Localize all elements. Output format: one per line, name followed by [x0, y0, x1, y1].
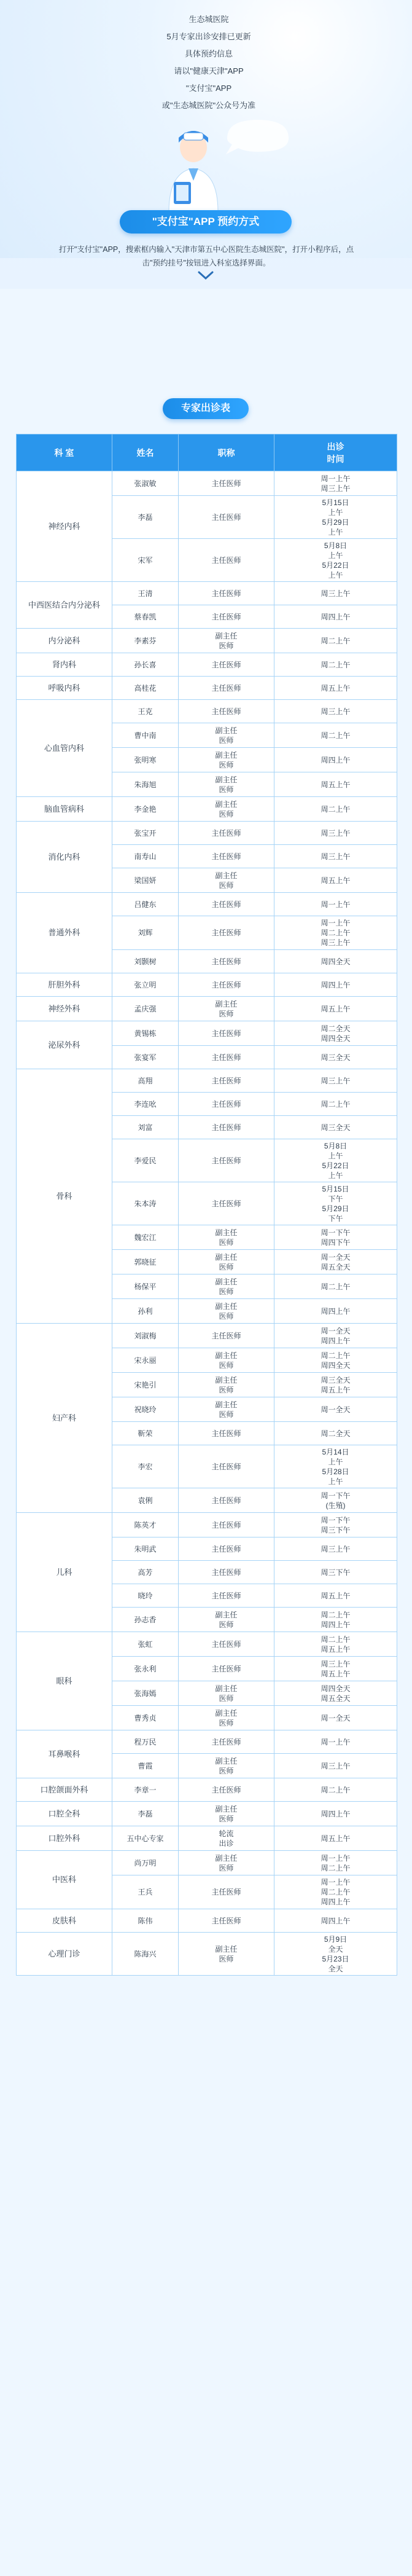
clinic-time-cell: 周四上午	[274, 1909, 397, 1933]
doctor-name-cell: 五中心专家	[112, 1826, 179, 1851]
dept-cell: 口腔外科	[17, 1826, 112, 1851]
clinic-time-cell: 周三上午	[274, 582, 397, 605]
clinic-time-cell: 周二上午	[274, 653, 397, 677]
doctor-title-cell: 主任医师	[179, 822, 274, 845]
doctor-name-cell: 李磊	[112, 1802, 179, 1826]
doctor-name-cell: 孙志香	[112, 1608, 179, 1632]
clinic-time-cell: 周一下午 周三下午	[274, 1513, 397, 1537]
dept-cell: 口腔全科	[17, 1802, 112, 1826]
doctor-title-cell: 主任医师	[179, 916, 274, 950]
doctor-name-cell: 袁俐	[112, 1488, 179, 1513]
doctor-title-cell: 主任医师	[179, 1069, 274, 1093]
doctor-title-cell: 主任医师	[179, 1537, 274, 1561]
clinic-time-cell: 周一上午	[274, 893, 397, 916]
doctor-title-cell: 主任医师	[179, 1513, 274, 1537]
clinic-time-cell: 周五上午	[274, 997, 397, 1021]
dept-cell: 中西医结合内分泌科	[17, 582, 112, 629]
doctor-title-cell: 主任医师	[179, 1139, 274, 1182]
doctor-name-cell: 高翔	[112, 1069, 179, 1093]
doctor-title-cell: 主任医师	[179, 1875, 274, 1909]
doctor-name-cell: 张永利	[112, 1657, 179, 1681]
clinic-time-cell: 5月14日 上午 5月28日 上午	[274, 1445, 397, 1488]
doctor-title-cell: 主任医师	[179, 1116, 274, 1139]
doctor-title-cell: 主任医师	[179, 1021, 274, 1046]
doctor-title-cell: 主任医师	[179, 539, 274, 582]
announcement	[117, 11, 301, 114]
doctor-name-cell: 刘颢树	[112, 950, 179, 973]
doctor-name-cell: 黄锡栋	[112, 1021, 179, 1046]
doctor-title-cell: 主任医师	[179, 950, 274, 973]
doctor-title-cell: 主任医师	[179, 700, 274, 723]
dept-cell: 儿科	[17, 1513, 112, 1632]
doctor-name-cell: 曹霞	[112, 1754, 179, 1778]
schedule-table	[16, 434, 397, 1976]
clinic-time-cell: 周一全天	[274, 1397, 397, 1422]
clinic-time-cell: 周一上午 周二上午 周三上午	[274, 916, 397, 950]
doctor-name-cell: 张立明	[112, 973, 179, 997]
doctor-name-cell: 陈伟	[112, 1909, 179, 1933]
table-row	[17, 1632, 397, 1657]
clinic-time-cell: 5月8日 上午 5月22日 上午	[274, 539, 397, 582]
doctor-title-cell: 主任医师	[179, 845, 274, 868]
doctor-name-cell: 刘富	[112, 1116, 179, 1139]
doctor-name-cell: 李爱民	[112, 1139, 179, 1182]
doctor-name-cell: 朱海旭	[112, 772, 179, 797]
clinic-time-cell: 周三上午 周五上午	[274, 1657, 397, 1681]
doctor-name-cell: 孟庆强	[112, 997, 179, 1021]
table-row	[17, 582, 397, 605]
clinic-time-cell: 5月15日 下午 5月29日 下午	[274, 1182, 397, 1225]
announcement-line: 请以"健康天津"APP	[174, 66, 244, 76]
clinic-time-cell: 周三上午	[274, 1537, 397, 1561]
clinic-time-cell: 周三全天	[274, 1116, 397, 1139]
table-row	[17, 1851, 397, 1875]
clinic-time-cell: 周二上午	[274, 723, 397, 748]
clinic-time-cell: 周一上午 周二上午	[274, 1851, 397, 1875]
doctor-title-cell: 主任医师	[179, 1632, 274, 1657]
doctor-name-cell: 尚万明	[112, 1851, 179, 1875]
doctor-title-cell: 副主任 医师	[179, 868, 274, 893]
clinic-time-cell: 周二全天	[274, 1422, 397, 1445]
doctor-title-cell: 副主任 医师	[179, 1608, 274, 1632]
clinic-time-cell: 周三上午	[274, 1754, 397, 1778]
doctor-name-cell: 孙长喜	[112, 653, 179, 677]
clinic-time-cell: 周四上午	[274, 973, 397, 997]
doctor-name-cell: 魏宏江	[112, 1225, 179, 1250]
clinic-time-cell: 周三上午	[274, 700, 397, 723]
table-row	[17, 677, 397, 700]
clinic-time-cell: 5月9日 全天 5月23日 全天	[274, 1933, 397, 1976]
doctor-title-cell: 副主任 医师	[179, 1933, 274, 1976]
doctor-name-cell: 张海嫣	[112, 1681, 179, 1706]
doctor-title-cell: 轮流 出诊	[179, 1826, 274, 1851]
table-row	[17, 1021, 397, 1046]
clinic-time-cell: 周二上午	[274, 1778, 397, 1802]
doctor-name-cell: 张宝开	[112, 822, 179, 845]
doctor-title-cell: 副主任 医师	[179, 723, 274, 748]
doctor-name-cell: 王清	[112, 582, 179, 605]
schedule-title: 专家出诊表	[163, 398, 249, 419]
doctor-title-cell: 主任医师	[179, 1730, 274, 1754]
clinic-time-cell: 周五上午	[274, 1584, 397, 1608]
announcement-line: 生态城医院	[189, 15, 229, 24]
doctor-name-cell: 祝晓玲	[112, 1397, 179, 1422]
dept-cell: 肾内科	[17, 653, 112, 677]
doctor-name-cell: 朱明武	[112, 1537, 179, 1561]
doctor-title-cell: 副主任 医师	[179, 1754, 274, 1778]
doctor-name-cell: 刘辉	[112, 916, 179, 950]
doctor-title-cell: 主任医师	[179, 582, 274, 605]
header-dept: 科 室	[17, 434, 112, 471]
table-row	[17, 973, 397, 997]
table-row	[17, 471, 397, 496]
clinic-time-cell: 周二上午	[274, 629, 397, 653]
doctor-name-cell: 刘淑梅	[112, 1324, 179, 1348]
doctor-title-cell: 主任医师	[179, 1445, 274, 1488]
doctor-name-cell: 陈海兴	[112, 1933, 179, 1976]
table-row	[17, 1069, 397, 1093]
announcement-line: "支付宝"APP	[185, 84, 232, 93]
clinic-time-cell: 周一下午 (生殖)	[274, 1488, 397, 1513]
doctor-name-cell: 曹中南	[112, 723, 179, 748]
clinic-time-cell: 周一上午 周三上午	[274, 471, 397, 496]
clinic-time-cell: 周四上午	[274, 1299, 397, 1324]
doctor-title-cell: 主任医师	[179, 893, 274, 916]
dept-cell: 耳鼻喉科	[17, 1730, 112, 1778]
doctor-title-cell: 主任医师	[179, 1909, 274, 1933]
doctor-title-cell: 副主任 医师	[179, 748, 274, 772]
doctor-title-cell: 副主任 医师	[179, 1250, 274, 1274]
clinic-time-cell: 周一下午 周四下午	[274, 1225, 397, 1250]
header-time-line1: 出诊	[327, 441, 344, 452]
doctor-title-cell: 副主任 医师	[179, 629, 274, 653]
table-header-row	[17, 434, 397, 471]
table-row	[17, 1730, 397, 1754]
clinic-time-cell: 周五上午	[274, 772, 397, 797]
doctor-title-cell: 副主任 医师	[179, 1373, 274, 1397]
header-time	[274, 434, 397, 471]
doctor-title-cell: 主任医师	[179, 605, 274, 629]
clinic-time-cell: 周三上午	[274, 1069, 397, 1093]
announcement-line: 或"生态城医院"公众号为准	[161, 101, 256, 110]
table-row	[17, 1826, 397, 1851]
header-title: 职称	[179, 434, 274, 471]
clinic-time-cell: 周三全天	[274, 1046, 397, 1069]
dept-cell: 脑血管病科	[17, 797, 112, 822]
dept-cell: 肝胆外科	[17, 973, 112, 997]
doctor-title-cell: 副主任 医师	[179, 1706, 274, 1730]
clinic-time-cell: 周三下午	[274, 1561, 397, 1584]
doctor-title-cell: 主任医师	[179, 1488, 274, 1513]
schedule-section	[0, 289, 412, 2576]
doctor-title-cell: 副主任 医师	[179, 797, 274, 822]
doctor-name-cell: 李章一	[112, 1778, 179, 1802]
clinic-time-cell: 周二上午 周四全天	[274, 1348, 397, 1373]
dept-cell: 口腔颌面外科	[17, 1778, 112, 1802]
doctor-name-cell: 孙利	[112, 1299, 179, 1324]
doctor-name-cell: 王克	[112, 700, 179, 723]
doctor-title-cell: 主任医师	[179, 1324, 274, 1348]
doctor-title-cell: 主任医师	[179, 1182, 274, 1225]
doctor-title-cell: 副主任 医师	[179, 1681, 274, 1706]
doctor-title-cell: 副主任 医师	[179, 1802, 274, 1826]
doctor-title-cell: 主任医师	[179, 1778, 274, 1802]
doctor-title-cell: 主任医师	[179, 1422, 274, 1445]
table-row	[17, 1802, 397, 1826]
table-row	[17, 997, 397, 1021]
doctor-illustration	[157, 129, 230, 212]
doctor-title-cell: 主任医师	[179, 973, 274, 997]
doctor-name-cell: 郭晓征	[112, 1250, 179, 1274]
clinic-time-cell: 5月8日 上午 5月22日 上午	[274, 1139, 397, 1182]
doctor-title-cell: 主任医师	[179, 1561, 274, 1584]
clinic-time-cell: 周三上午	[274, 845, 397, 868]
doctor-name-cell: 梁国妍	[112, 868, 179, 893]
clinic-time-cell: 周一上午 周二上午 周四上午	[274, 1875, 397, 1909]
dept-cell: 眼科	[17, 1632, 112, 1730]
clinic-time-cell: 周四上午	[274, 605, 397, 629]
doctor-title-cell: 副主任 医师	[179, 1397, 274, 1422]
doctor-name-cell: 李磊	[112, 496, 179, 539]
announcement-line: 5月专家出诊安排已更新	[166, 32, 251, 41]
dept-cell: 皮肤科	[17, 1909, 112, 1933]
doctor-name-cell: 李连吆	[112, 1093, 179, 1116]
doctor-name-cell: 张明寒	[112, 748, 179, 772]
clinic-time-cell: 周二上午 周四上午	[274, 1608, 397, 1632]
clinic-time-cell: 周一上午	[274, 1730, 397, 1754]
schedule-table-wrap	[16, 434, 397, 1976]
table-row	[17, 700, 397, 723]
dept-cell: 泌尿外科	[17, 1021, 112, 1069]
table-row	[17, 1778, 397, 1802]
doctor-title-cell: 主任医师	[179, 1093, 274, 1116]
announcement-line: 具体预约信息	[184, 49, 233, 58]
clinic-time-cell: 周二上午	[274, 1093, 397, 1116]
chevron-down-icon	[195, 269, 216, 281]
hero-banner	[0, 0, 412, 267]
clinic-time-cell: 周五上午	[274, 1826, 397, 1851]
clinic-time-cell: 周三全天 周五上午	[274, 1373, 397, 1397]
doctor-title-cell: 副主任 医师	[179, 1348, 274, 1373]
alipay-method-badge: "支付宝"APP 预约方式	[120, 210, 292, 234]
doctor-title-cell: 主任医师	[179, 1584, 274, 1608]
header-name: 姓名	[112, 434, 179, 471]
doctor-name-cell: 宋永丽	[112, 1348, 179, 1373]
doctor-name-cell: 杨保平	[112, 1274, 179, 1299]
dept-cell: 神经内科	[17, 471, 112, 582]
doctor-name-cell: 靳荣	[112, 1422, 179, 1445]
clinic-time-cell: 周二上午	[274, 1274, 397, 1299]
clinic-time-cell: 周五上午	[274, 868, 397, 893]
clinic-time-cell: 周四上午	[274, 748, 397, 772]
alipay-instructions: 打开"支付宝"APP，搜索框内输入"天津市第五中心医院生态城医院"，打开小程序后，点击"预约挂号"按钮进入科室选择界面。	[58, 245, 354, 267]
clinic-time-cell: 5月15日 上午 5月29日 上午	[274, 496, 397, 539]
doctor-name-cell: 南寿山	[112, 845, 179, 868]
dept-cell: 内分泌科	[17, 629, 112, 653]
doctor-title-cell: 副主任 医师	[179, 772, 274, 797]
dept-cell: 心理门诊	[17, 1933, 112, 1976]
table-row	[17, 653, 397, 677]
schedule-body	[17, 471, 397, 1976]
doctor-name-cell: 张虹	[112, 1632, 179, 1657]
doctor-name-cell: 陈英才	[112, 1513, 179, 1537]
clinic-time-cell: 周一全天 周四上午	[274, 1324, 397, 1348]
doctor-name-cell: 高芳	[112, 1561, 179, 1584]
speech-bubble-icon	[221, 114, 295, 157]
doctor-name-cell: 李素芬	[112, 629, 179, 653]
doctor-name-cell: 宋军	[112, 539, 179, 582]
dept-cell: 中医科	[17, 1851, 112, 1909]
clinic-time-cell: 周二上午	[274, 797, 397, 822]
doctor-name-cell: 吕健东	[112, 893, 179, 916]
doctor-name-cell: 李金艳	[112, 797, 179, 822]
clinic-time-cell: 周一全天	[274, 1706, 397, 1730]
doctor-title-cell: 主任医师	[179, 496, 274, 539]
clinic-time-cell: 周二上午 周五上午	[274, 1632, 397, 1657]
clinic-time-cell: 周一全天 周五全天	[274, 1250, 397, 1274]
doctor-title-cell: 主任医师	[179, 653, 274, 677]
dept-cell: 普通外科	[17, 893, 112, 973]
clinic-time-cell: 周四上午	[274, 1802, 397, 1826]
table-row	[17, 893, 397, 916]
doctor-title-cell: 主任医师	[179, 1046, 274, 1069]
dept-cell: 妇产科	[17, 1324, 112, 1513]
clinic-time-cell: 周二全天 周四全天	[274, 1021, 397, 1046]
header-time-line2: 时间	[327, 454, 344, 464]
doctor-title-cell: 副主任 医师	[179, 1274, 274, 1299]
doctor-name-cell: 曹秀贞	[112, 1706, 179, 1730]
clinic-time-cell: 周四全天	[274, 950, 397, 973]
doctor-name-cell: 宋艳引	[112, 1373, 179, 1397]
doctor-title-cell: 主任医师	[179, 1657, 274, 1681]
table-row	[17, 1909, 397, 1933]
doctor-name-cell: 高桂花	[112, 677, 179, 700]
clinic-time-cell: 周五上午	[274, 677, 397, 700]
table-row	[17, 1933, 397, 1976]
dept-cell: 呼吸内科	[17, 677, 112, 700]
doctor-title-cell: 副主任 医师	[179, 1225, 274, 1250]
doctor-title-cell: 副主任 医师	[179, 1299, 274, 1324]
table-row	[17, 629, 397, 653]
doctor-name-cell: 蔡春凯	[112, 605, 179, 629]
doctor-name-cell: 朱本涛	[112, 1182, 179, 1225]
table-row	[17, 1513, 397, 1537]
table-row	[17, 797, 397, 822]
table-row	[17, 822, 397, 845]
dept-cell: 神经外科	[17, 997, 112, 1021]
doctor-name-cell: 晓玲	[112, 1584, 179, 1608]
clinic-time-cell: 周四全天 周五全天	[274, 1681, 397, 1706]
doctor-name-cell: 张淑敏	[112, 471, 179, 496]
dept-cell: 消化内科	[17, 822, 112, 893]
doctor-name-cell: 张宴军	[112, 1046, 179, 1069]
doctor-title-cell: 副主任 医师	[179, 1851, 274, 1875]
doctor-title-cell: 主任医师	[179, 471, 274, 496]
doctor-title-cell: 副主任 医师	[179, 997, 274, 1021]
doctor-name-cell: 程万民	[112, 1730, 179, 1754]
clinic-time-cell: 周三上午	[274, 822, 397, 845]
table-row	[17, 1324, 397, 1348]
dept-cell: 骨科	[17, 1069, 112, 1324]
doctor-name-cell: 王兵	[112, 1875, 179, 1909]
doctor-title-cell: 主任医师	[179, 677, 274, 700]
doctor-name-cell: 李宏	[112, 1445, 179, 1488]
dept-cell: 心血管内科	[17, 700, 112, 797]
